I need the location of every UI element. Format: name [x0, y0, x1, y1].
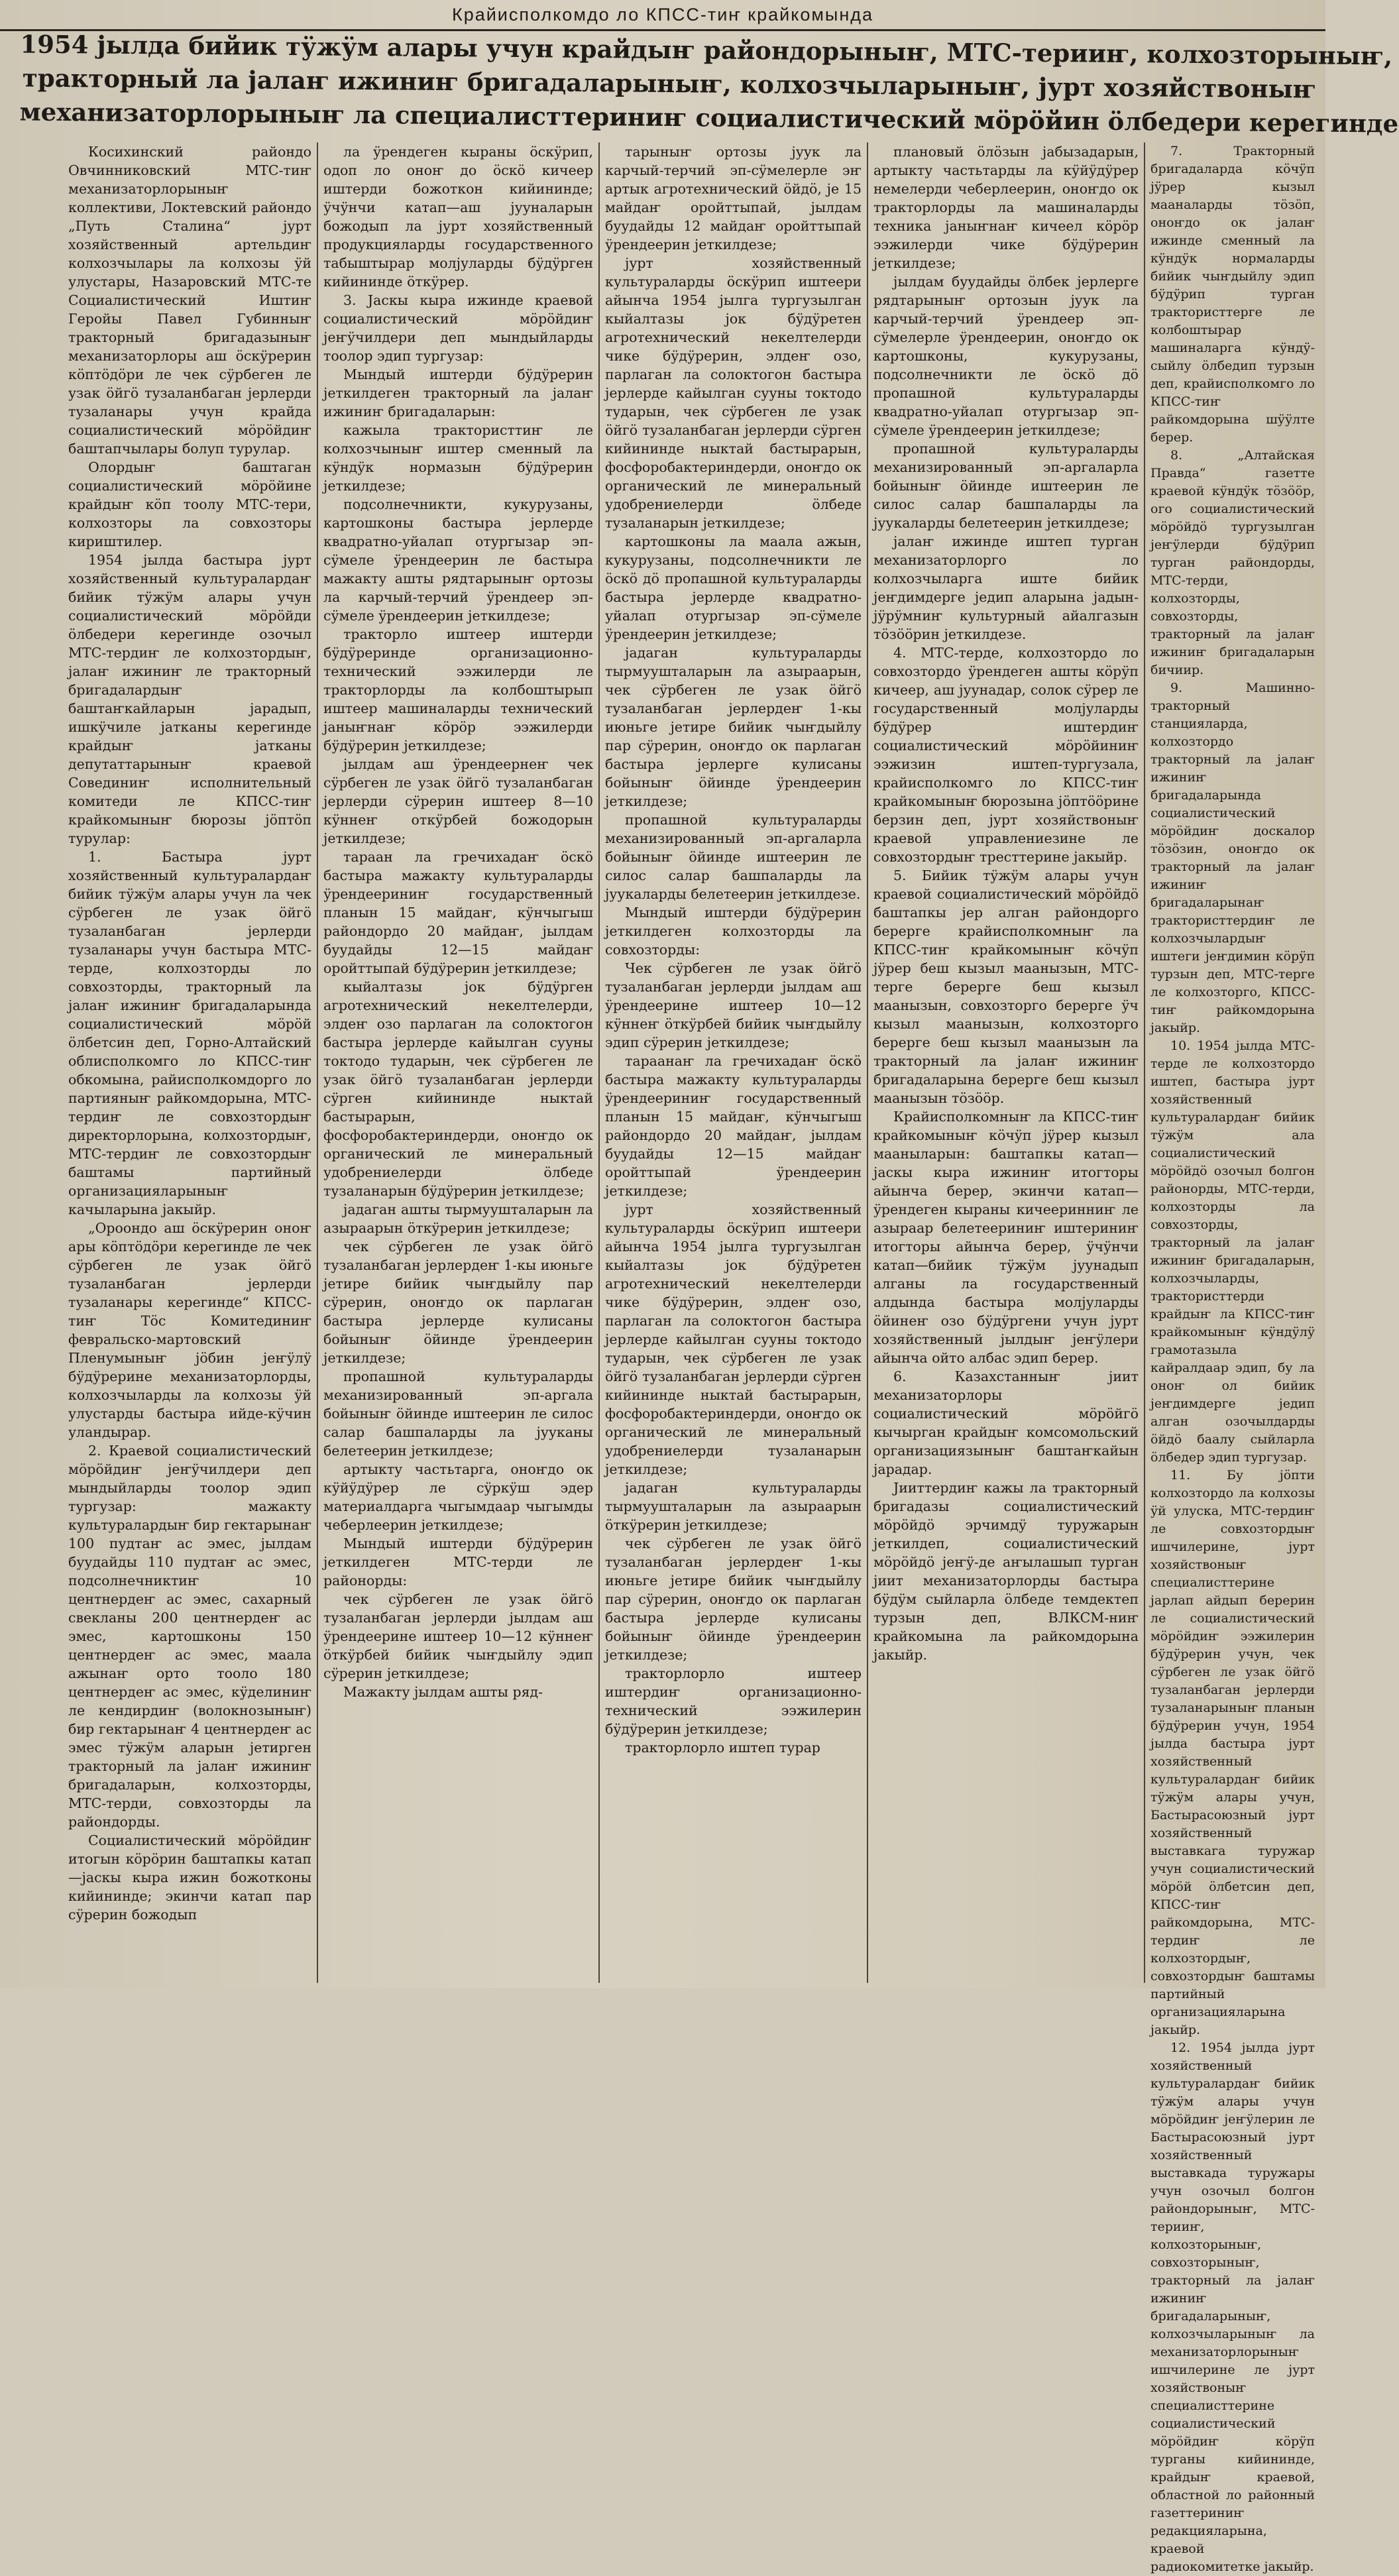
paragraph: јадаган культураларды тырмуушталарын ла азыраарын, чек сӱрбеген ле узак ӧйгӧ тузаланбаган јерлердеҥ 1-кы июньге јетире бийик чыҥдыйлу пар сӱрерин, оноҥдо ок парлаган бастыра јерлерге кулисаны бойыныҥ ӧйинде ӱрендеерин јеткилдезе;: [605, 645, 862, 809]
paragraph: јурт хозяйственный культураларды ӧскӱрип иштеери айынча 1954 јылга тургузылган кыйалтазы јок бӱдӱретен агротехнический некелтелерди чике бӱдӱрерин, элдеҥ озо, парлаган ла солоктогон бастыра јерлерде кайылган сууны токтодо тударын, чек сӱрбеген ле узак ӧйгӧ тузаланбаган јерлерди сӱрген кийининде ныктай бастырарын, фосфоробактериндерди, оноҥдо ок органический ле минеральный удобрениелерди тузаланарын јеткилдезе;: [605, 1202, 862, 1477]
paragraph: Косихинский райондо Овчинниковский МТС-тиҥ механизаторлорыныҥ коллективи, Локтевский райондо „Путь Сталина“ јурт хозяйственный артельдиҥ колхозчылары ла колхозы ӱй улустары, Назаровский МТС-те Социалистический Иштиҥ Геройы Павел Губинныҥ тракторный бригадазыныҥ механизаторлоры аш ӧскӱрерин кӧптӧдӧри ле чек сӱрбеген ле узак ӧйгӧ тузаланбаган јерлерди тузаланары учун крайда социалистический мӧрӧйдиҥ баштапчылары болуп турулар.: [68, 144, 311, 457]
paragraph: чек сӱрбеген ле узак ӧйгӧ тузаланбаган јерлердеҥ 1-кы июньге јетире бийик чыҥдыйлу пар сӱрерин, оноҥдо ок парлаган бастыра јерлерде кулисаны бойыныҥ ӧйинде ӱрендеерин јеткилдезе;: [605, 1536, 862, 1663]
paragraph: плановый ӧлӧзын јабызадарын, артыкту частьтарды ла кӱйӱдӱрер немелерди чеберлеерин, оноҥдо ок тракторлорды ла машиналарды техника јаныҥнаҥ кичеел кӧрӧр ээжилерди чике бӱдӱрерин јеткилдезе;: [873, 144, 1139, 271]
paragraph: јадаган ашты тырмуушталарын ла азыраарын ӧткӱрерин јеткилдезе;: [323, 1202, 593, 1236]
paragraph: 11. Бу јӧпти колхозтордо ла колхозы ӱй улуска, МТС-тердиҥ ле совхозтордыҥ ишчилерине, јурт хозяйствоныҥ специалисттерине јарлап айдып берерин ле социалистический мӧрӧйдиҥ ээжилерин бӱдӱрерин учун, чек сӱрбеген ле узак ӧйгӧ тузаланбаган јерлерди тузаланарыныҥ планын бӱдӱрерин учун, 1954 јылда бастыра јурт хозяйственный культуралардаҥ бийик тӱжӱм алары учун, Бастырасоюзный јурт хозяйственный выставкага туружар учун социалистический мӧрӧй ӧлбетсин деп, КПСС-тиҥ райкомдорына, МТС-тердиҥ ле колхозтордыҥ, совхозтордыҥ баштамы партийный организацияларына јакыйр.: [1150, 1468, 1315, 2037]
paragraph: тракторлорло иштеер иштердиҥ организационно-технический ээжилерин бӱдӱрерин јеткилдезе;: [605, 1665, 862, 1737]
paragraph: тракторлорло иштеп турар: [625, 1740, 820, 1756]
paragraph: 5. Бийик тӱжӱм алары учун краевой социалистический мӧрӧйдӧ баштапкы јер алган райондорго берерге крайисполкомныҥ ла КПСС-тиҥ крайкомыныҥ кӧчӱп јӱрер беш кызыл маанызын, МТС-терге берерге беш кызыл маанызын, совхозторго берерге ӱч кызыл маанызын, колхозторго берерге беш кызыл маанызын ла тракторный ла јалаҥ ижиниҥ бригадаларына берерге беш кызыл маанызын тӧзӧӧр.: [873, 868, 1139, 1106]
paragraph: Чек сӱрбеген ле узак ӧйгӧ тузаланбаган јерлерди јылдам аш ӱрендеерине иштеер 10—12 кӱннеҥ ӧткӱрбей бийик чыҥдыйлу эдип сӱрерин јеткилдезе;: [605, 960, 862, 1050]
paragraph: Мажакту јылдам ашты ряд-: [343, 1684, 543, 1700]
headline-line-2: тракторный ла јалаҥ ижиниҥ бригадаларыныҥ, колхозчыларыныҥ, јурт хозяйствоныҥ: [22, 63, 1317, 104]
paragraph: 4. МТС-терде, колхозтордо ло совхозтордо ӱрендеген ашты кӧрӱп кичеер, аш јуунадар, солок сӱрер ле государственный молјуларды бӱдӱрер иштердиҥ социалистический мӧрӧйиниҥ ээжизин иштеп-тургузала, крайисполкомго ло КПСС-тиҥ крайкомыныҥ бюрозына јӧптӧӧрине берзин деп, јурт хозяйствоныҥ краевой управлениезине ле совхозтордыҥ тресттерине јакыйр.: [873, 645, 1139, 865]
article-headline: [19, 27, 1399, 144]
paragraph: јалаҥ ижинде иштеп турган механизаторлорго ло колхозчыларга иште бийик јеҥдимдерге једип аларына јадын-јӱрӱмниҥ культурный айалгазын тӧзӧӧрин јеткилдезе.: [873, 533, 1139, 642]
paragraph: тараанаҥ ла гречихадаҥ ӧскӧ бастыра мажакту культураларды ӱрендеериниҥ государственный планын 15 майдаҥ, кӱнчыгыш райондордо 20 майдаҥ, јылдам буудайды 12—15 майдаҥ оройттыпай ӱрендеерин јеткилдезе;: [605, 1053, 862, 1199]
paragraph: 7. Тракторный бригадаларда кӧчӱп јӱрер кызыл мааналарды тӧзӧп, оноҥдо ок јалаҥ ижинде сменный ла кӱндӱк нормаларды бийик чыҥдыйлу эдип бӱдӱрип турган трактористтерге ле колбоштырар машиналарга кӱндӱ-сыйлу ӧлбедип турзын деп, крайисполкомго ло КПСС-тиҥ райкомдорына шӱӱлте берер.: [1150, 144, 1315, 445]
headline-line-1: 1954 јылда бийик тӱжӱм алары учун крайдыҥ райондорыныҥ, МТС-терииҥ, колхозторыныҥ,: [20, 29, 1393, 71]
paragraph: јылдам буудайды ӧлбек јерлерге рядтарыныҥ ортозын јуук ла карчый-терчий ӱрендеер эп-сӱмелерле ӱрендеерин, оноҥдо ок картошконы, кукурузаны, подсолнечникти ле ӧскӧ дӧ пропашной культураларды квадратно-уйалап отургызар эп-сӱмеле ӱрендеерин јеткилдезе;: [873, 274, 1139, 438]
paragraph: чек сӱрбеген ле узак ӧйгӧ тузаланбаган јерлердеҥ 1-кы июньге јетире бийик чыҥдыйлу пар сӱрерин, оноҥдо ок парлаган бастыра јерлерде кулисаны бойыныҥ ӧйинде ӱрендеерин јеткилдезе;: [323, 1239, 593, 1366]
paragraph: 2. Краевой социалистический мӧрӧйдиҥ јеҥӱчилдери деп мындыйларды тоолор эдип тургузар: мажакту культуралардыҥ бир гектарынаҥ 100 пудтаҥ ас эмес, јылдам буудайды 110 пудтаҥ ас эмес, подсолнечниктиҥ 10 центнердеҥ ас эмес, сахарный свекланы 200 центнердеҥ ас эмес, картошконы 150 центнердеҥ ас эмес, маала ажынаҥ орто тооло 180 центнердеҥ ас эмес, кӱделиниҥ ле кендирдиҥ (волокнозыныҥ) бир гектарынаҥ 4 центнердеҥ ас эмес тӱжӱм аларын јетирген тракторный ла јалаҥ ижиниҥ бригадаларын, колхозторды, МТС-терди, совхозторды ла райондорды.: [68, 1443, 311, 1830]
paragraph: пропашной культураларды механизированный эп-аргаларла бойыныҥ ӧйинде иштеерин ле силос салар башпаларды ла јуукаларды белетеерин јеткилдезе.: [605, 812, 862, 902]
column-5: [1144, 142, 1320, 2574]
paragraph: кажыла трактористтиҥ ле колхозчыныҥ иштер сменный ла кӱндӱк нормазын бӱдӱрерин јеткилдезе;: [323, 422, 593, 494]
paragraph: 8. „Алтайская Правда“ газетте краевой кӱндӱк тӧзӧӧр, ого социалистический мӧрӧйдӧ тургузылган јеҥӱлерди бӱдӱрип турган райондорды, МТС-терди, колхозторды, совхозторды, тракторный ла јалаҥ ижиниҥ бригадаларын бичиир.: [1150, 448, 1315, 677]
column-3: [598, 142, 867, 1983]
paragraph: 10. 1954 јылда МТС-терде ле колхозтордо иштеп, бастыра јурт хозяйственный культуралардаҥ бийик тӱжӱм ала социалистический мӧрӧйдӧ озочыл болгон районорды, МТС-терди, колхозторды ла совхозторды, тракторный ла јалаҥ ижиниҥ бригадаларын, колхозчыларды, трактористтерди крайдыҥ ла КПСС-тиҥ крайкомыныҥ кӱндӱлӱ грамотазыла кайралдаар эдип, бу ла оноҥ ол бийик јеҥдимдерге једип алган озочылдарды ӧйдӧ баалу сыйларла ӧлбедер эдип тургузар.: [1150, 1038, 1315, 1465]
paragraph: јурт хозяйственный культураларды ӧскӱрип иштеери айынча 1954 јылга тургузылган кыйалтазы јок бӱдӱретен агротехнический некелтелерди чике бӱдӱрерин, элдеҥ озо, парлаган ла солоктогон бастыра јерлерде кайылган сууны токтодо тударын, чек сӱрбеген ле узак ӧйгӧ тузаланбаган јерлерди сӱрген кийининде ныктай бастырарын, фосфоробактериндерди, оноҥдо ок органический ле минеральный удобрениелерди ӧлбеде тузаланарын јеткилдезе;: [605, 255, 862, 531]
paragraph: Јииттердиҥ кажы ла тракторный бригадазы социалистический мӧрӧйдӧ эрчимдӱ туружарын јеткилдеп, социалистический мӧрӧйдӧ јеҥӱ-де аҥылашып турган јиит механизаторлорды бастыра бӱдӱм сыйларла ӧлбеде темдектеп турзын деп, ВЛКСМ-ниҥ крайкомына ла райкомдорына јакыйр.: [873, 1480, 1139, 1663]
paragraph: Мындый иштерди бӱдӱрерин јеткилдеген МТС-терди ле районорды:: [323, 1536, 593, 1589]
paragraph: Мындый иштерди бӱдӱрерин јеткилдеген тракторный ла јалаҥ ижиниҥ бригадаларын:: [323, 366, 593, 420]
column-1: [63, 142, 317, 1983]
paragraph: Социалистический мӧрӧйдиҥ итогын кӧрӧрин баштапкы катап—јаскы кыра ижин божотконы кийининде; экинчи катап пар сӱрерин божодып: [68, 1832, 311, 1923]
article-columns: [63, 142, 1320, 2574]
paragraph: кыйалтазы јок бӱдӱрген агротехнический некелтелерди, элдеҥ озо парлаган ла солоктогон бастыра јерлерде кайылган сууны токтодо тударын, чек сӱрбеген ле узак ӧйгӧ тузаланбаган јерлерди сӱрген кийининде ныктай бастырарын, фосфоробактериндерди, оноҥдо ок органический ле минеральный удобрениелерди ӧлбеде тузаланарын бӱдӱрерин јеткилдезе;: [323, 979, 593, 1199]
paragraph: ла ӱрендеген кыраны ӧскӱрип, одоп ло оноҥ до ӧскӧ кичеер иштерди божоткон кийининде; ӱчӱнчи катап—аш јууналарын божодып ла јурт хозяйственный продукцияларды государственного табыштырар молјуларды бӱдӱрген кийининде ӧткӱрер.: [323, 144, 593, 290]
paragraph: Олордыҥ баштаган социалистический мӧрӧйине крайдыҥ кӧп тоолу МТС-тери, колхозторы ла совхозторы кириштилер.: [68, 459, 311, 549]
paragraph: јадаган культураларды тырмуушталарын ла азыраарын ӧткӱрерин јеткилдезе;: [605, 1480, 862, 1533]
paragraph: подсолнечникти, кукурузаны, картошконы бастыра јерлерде квадратно-уйалап отургызар эп-сӱмеле ӱрендеерин ле бастыра мажакту ашты рядтарыныҥ ортозы ла карчый-терчий ӱрендеер эп-сӱмеле ӱрендеерин јеткилдезе;: [323, 496, 593, 624]
section-rubric: Крайисполкомдо ло КПСС-тиҥ крайкомында: [0, 0, 1325, 31]
paragraph: 9. Машинно-тракторный станцияларда, колхозтордо тракторный ла јалаҥ ижиниҥ бригадаларында социалистический мӧрӧйдиҥ доскалор тӧзӧзин, оноҥдо ок тракторный ла јалаҥ ижиниҥ бригадаларынаҥ трактористтердиҥ ле колхозчылардыҥ иштеги јеҥдимин кӧрӱп турзын деп, МТС-терге ле колхозторго, КПСС-тиҥ райкомдорына јакыйр.: [1150, 681, 1315, 1035]
column-4: [867, 142, 1144, 1983]
paragraph: 1954 јылда бастыра јурт хозяйственный культуралардаҥ бийик тӱжӱм алары учун социалистический мӧрӧйди ӧлбедери керегинде озочыл МТС-тердиҥ ле колхозтордыҥ, јалаҥ ижиниҥ ле тракторный бригадалардыҥ баштаҥкайларын јарадып, ишкӱчиле јатканы керегинде крайдыҥ јатканы депутаттарыныҥ краевой Совединиҥ исполнительный комитеди ле КПСС-тиҥ крайкомыныҥ бюрозы јӧптӧп турулар:: [68, 552, 311, 846]
paragraph: артыкту частьтарга, оноҥдо ок кӱйӱдӱрер ле сӱркӱш эдер материалдарга чыгымдаар чыгымды чеберлеерин јеткилдезе;: [323, 1461, 593, 1533]
paragraph: чек сӱрбеген ле узак ӧйгӧ тузаланбаган јерлерди јылдам аш ӱрендеерине иштеер 10—12 кӱннеҥ ӧткӱрбей бийик чыҥдыйлу эдип сӱрерин јеткилдезе;: [323, 1591, 593, 1681]
paragraph: 6. Казахстанныҥ јиит механизаторлоры социалистический мӧрӧйгӧ кычырган крайдыҥ комсомольский организациязыныҥ баштаҥкайын јарадар.: [873, 1369, 1139, 1477]
paragraph: 1. Бастыра јурт хозяйственный культуралардаҥ бийик тӱжӱм алары учун ла чек сӱрбеген ле узак ӧйгӧ тузаланбаган јерлерди тузаланары учун бастыра МТС-терде, колхозторды ло совхозторды, тракторный ла јалаҥ ижиниҥ бригадаларында социалистический мӧрӧй ӧлбетсин деп, Горно-Алтайский облисполкомго ло КПСС-тиҥ обкомына, райисполкомдорго ло партияныҥ райкомдорына, МТС-тердиҥ ле совхозтордыҥ директорлорына, колхозтордыҥ, МТС-тердиҥ ле совхозтордыҥ баштамы партийный организацияларыныҥ качыларына јакыйр.: [68, 849, 311, 1217]
paragraph: картошконы ла маала ажын, кукурузаны, подсолнечникти ле ӧскӧ дӧ пропашной культураларды бастыра јерлерде квадратно-уйалап отургызар эп-сӱмеле ӱрендеерин јеткилдезе;: [605, 533, 862, 642]
paragraph: пропашной культураларды механизированный эп-аргала бойыныҥ ӧйинде иштеерин ле силос салар башпаларды ла јууканы белетеерин јеткилдезе;: [323, 1369, 593, 1459]
paragraph: 12. 1954 јылда јурт хозяйственный культуралардаҥ бийик тӱжӱм алары учун мӧрӧйдиҥ јеҥӱлерин ле Бастырасоюзный јурт хозяйственный выставкада туружары учун озочыл болгон райондорыныҥ, МТС-терииҥ, колхозторыныҥ, совхозторыныҥ, тракторный ла јалаҥ ижиниҥ бригадаларыныҥ, колхозчыларыныҥ ла механизаторлорыныҥ ишчилерине ле јурт хозяйствоныҥ специалисттерине социалистический мӧрӧйдиҥ кӧрӱп турганы кийининде, крайдыҥ краевой, областной ло районный газеттериниҥ редакцияларына, краевой радиокомитетке јакыйр.: [1150, 2041, 1315, 2574]
paragraph: јылдам аш ӱрендеернеҥ чек сӱрбеген ле узак ӧйгӧ тузаланбаган јерлерди сӱрерин иштеер 8—10 кӱннеҥ откӱрбей божодорын јеткилдезе;: [323, 756, 593, 846]
paragraph: тарыныҥ ортозы јуук ла карчый-терчий эп-сӱмелерле эҥ артык агротехнический ӧйдӧ, је 15 майдаҥ оройттыпай, јылдам буудайды 12 майдаҥ оройттыпай ӱрендеерин јеткилдезе;: [605, 144, 862, 252]
headline-line-3: механизаторлорыныҥ ла специалисттериниҥ социалистический мӧрӧйин ӧлбедери керегинде: [19, 97, 1399, 139]
paragraph: Крайисполкомныҥ ла КПСС-тиҥ крайкомыныҥ кӧчӱп јӱрер кызыл мааныларын: баштапкы катап—јаскы кыра ижиниҥ итогторы айынча берер, экинчи катап—ӱрендеген кыраны кичееринниҥ ле азыраар белетеериниҥ иштериниҥ итогторы айынча берер, ӱчӱнчи катап—бийик тӱжӱм јуунадып алганы ла государственный алдында бастыра молјуларды ӧйинеҥ озо бӱдӱргени учун јурт хозяйственный јылдыҥ јеҥӱлери айынча ойто албас эдип берер.: [873, 1109, 1139, 1366]
paragraph: тараан ла гречихадаҥ ӧскӧ бастыра мажакту культураларды ӱрендеериниҥ государственный планын 15 майдаҥ, кӱнчыгыш райондордо 20 майдаҥ, јылдам буудайды 12—15 майдаҥ оройттыпай бӱдӱрерин јеткилдезе;: [323, 849, 593, 976]
column-2: [317, 142, 598, 1983]
paragraph: „Ороондо аш ӧскӱрерин оноҥ ары кӧптӧдӧри керегинде ле чек сӱрбеген ле узак ӧйгӧ тузаланбаган јерлерди тузаланары керегинде“ КПСС-тиҥ Тӧс Комитединиҥ февральско-мартовский Пленумыныҥ јӧбин јеҥӱлӱ бӱдӱрерине механизаторлорды, колхозчыларды ла колхозы ӱй улустарды бастыра ийде-кӱчин уландырар.: [68, 1220, 311, 1440]
paragraph: Мындый иштерди бӱдӱрерин јеткилдеген колхозторды ла совхозторды:: [605, 905, 862, 958]
paragraph: тракторло иштеер иштерди бӱдӱреринде организационно-технический ээжилерди ле тракторлорды ла колбоштырып иштеер машиналарды технический јаныҥнаҥ кӧрӧр ээжилерди бӱдӱрерин јеткилдезе;: [323, 626, 593, 754]
paragraph: пропашной культураларды механизированный эп-аргаларла бойыныҥ ӧйинде иштеерин ле силос салар башпаларды ла јуукаларды белетеерин јеткилдезе;: [873, 441, 1139, 531]
paragraph: 3. Јаскы кыра ижинде краевой социалистический мӧрӧйдиҥ јеҥӱчилдери деп мындыйларды тоолор эдип тургузар:: [323, 292, 593, 364]
